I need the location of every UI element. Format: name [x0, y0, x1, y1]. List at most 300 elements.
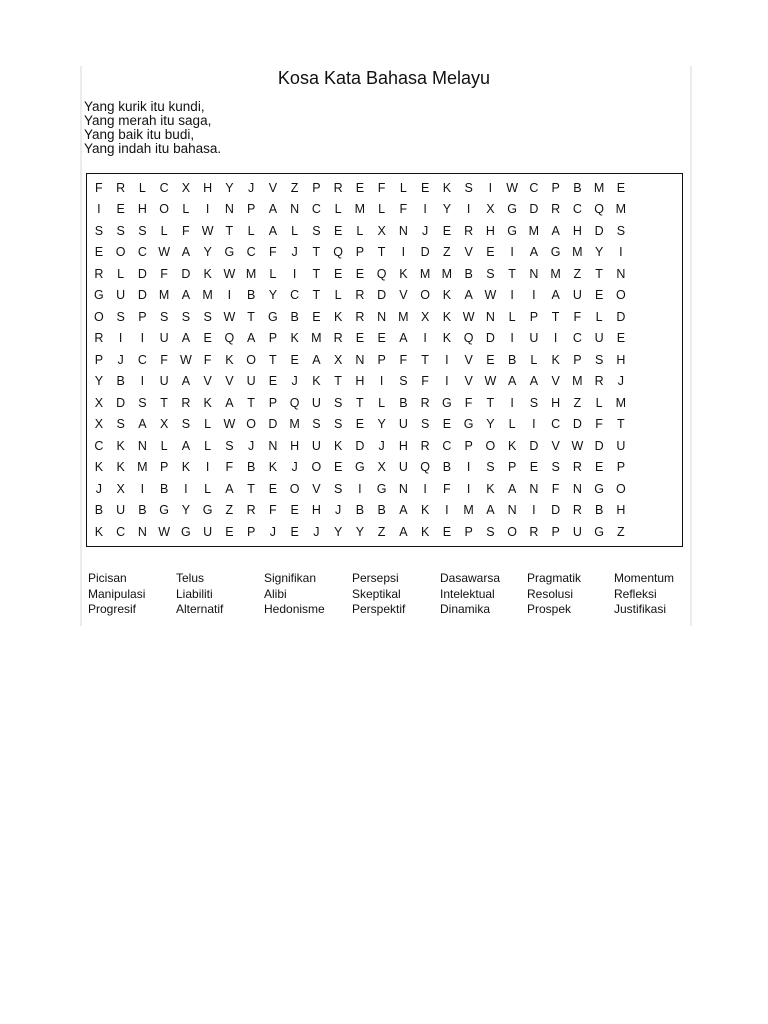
grid-letter: H: [398, 438, 408, 453]
grid-letter: K: [203, 266, 212, 281]
grid-letter: L: [334, 288, 342, 302]
grid-letter: K: [181, 460, 191, 474]
grid-letter: E: [355, 180, 365, 195]
grid-letter: L: [595, 395, 603, 410]
grid-letter: J: [117, 352, 124, 367]
grid-letter: I: [292, 266, 297, 281]
grid-letter: E: [116, 202, 125, 216]
grid-letter: E: [355, 331, 365, 345]
grid-letter: Y: [94, 374, 104, 388]
grid-letter: B: [355, 503, 365, 517]
grid-letter: A: [486, 503, 495, 517]
grid-letter: N: [616, 266, 626, 281]
grid-letter: I: [401, 245, 406, 259]
grid-letter: N: [529, 481, 539, 496]
grid-letter: C: [551, 417, 561, 431]
grid-letter: U: [529, 331, 539, 345]
grid-letter: I: [445, 374, 449, 388]
grid-letter: K: [486, 481, 495, 496]
grid-letter: F: [160, 266, 168, 281]
grid-letter: F: [377, 180, 386, 195]
grid-letter: M: [463, 503, 474, 517]
grid-letter: K: [333, 438, 343, 453]
grid-letter: I: [97, 202, 101, 216]
word-list-item: Justifikasi: [614, 602, 667, 616]
grid-letter: S: [312, 223, 321, 238]
grid-letter: S: [181, 417, 191, 431]
grid-letter: A: [551, 223, 560, 238]
grid-letter: W: [158, 245, 171, 259]
grid-letter: T: [377, 245, 386, 259]
grid-letter: K: [420, 503, 430, 517]
grid-letter: V: [312, 481, 321, 496]
grid-letter: W: [484, 288, 497, 302]
grid-letter: L: [204, 438, 212, 453]
grid-letter: E: [377, 331, 386, 345]
grid-letter: F: [182, 223, 190, 238]
grid-letter: J: [291, 374, 298, 388]
grid-letter: J: [378, 438, 385, 453]
word-list-column: [352, 571, 405, 618]
grid-letter: U: [116, 503, 126, 517]
grid-row: [88, 350, 632, 370]
grid-letter: Z: [290, 180, 299, 195]
grid-letter: Z: [617, 524, 625, 539]
grid-row: [88, 307, 632, 327]
poem-line: Yang kurik itu kundi,: [84, 99, 205, 114]
grid-letter: K: [268, 460, 278, 474]
grid-letter: A: [529, 245, 539, 259]
grid-letter: U: [616, 438, 626, 453]
grid-letter: G: [463, 417, 474, 431]
grid-letter: L: [269, 266, 277, 281]
grid-letter: T: [334, 374, 342, 388]
grid-letter: T: [508, 266, 516, 281]
grid-letter: I: [466, 202, 471, 216]
grid-letter: U: [572, 288, 582, 302]
grid-letter: M: [550, 266, 561, 281]
grid-letter: U: [594, 331, 604, 345]
grid-letter: L: [291, 223, 299, 238]
grid-letter: O: [246, 352, 256, 367]
poem-line: Yang merah itu saga,: [84, 113, 212, 128]
grid-letter: B: [94, 503, 104, 517]
grid-letter: Y: [225, 180, 234, 195]
grid-letter: D: [572, 417, 582, 431]
grid-letter: S: [616, 223, 626, 238]
grid-letter: L: [378, 395, 386, 410]
grid-row: [88, 414, 632, 434]
grid-letter: X: [181, 180, 191, 195]
grid-letter: F: [269, 503, 277, 517]
grid-letter: L: [138, 180, 146, 195]
word-list-item: Dasawarsa: [440, 571, 501, 585]
grid-letter: J: [313, 524, 320, 539]
grid-letter: K: [442, 331, 452, 345]
grid-letter: R: [333, 331, 343, 345]
grid-letter: P: [507, 460, 517, 474]
grid-letter: N: [224, 202, 234, 216]
grid-letter: E: [442, 417, 452, 431]
grid-letter: F: [399, 352, 408, 367]
grid-letter: O: [246, 417, 256, 431]
grid-letter: P: [377, 352, 386, 367]
grid-letter: E: [442, 524, 452, 539]
grid-letter: D: [181, 266, 191, 281]
word-list-item: Resolusi: [527, 586, 574, 601]
grid-letter: L: [334, 202, 342, 216]
grid-letter: V: [268, 180, 278, 195]
grid-letter: N: [507, 503, 517, 517]
grid-row: [88, 393, 632, 413]
grid-letter: S: [159, 309, 169, 324]
grid-letter: S: [94, 223, 104, 238]
grid-letter: W: [158, 524, 171, 539]
grid-letter: W: [484, 374, 497, 388]
grid-letter: L: [399, 180, 407, 195]
word-list-item: Liabiliti: [176, 586, 213, 601]
grid-letter: G: [355, 460, 365, 474]
grid-letter: K: [94, 524, 104, 539]
grid-letter: H: [485, 223, 495, 238]
grid-letter: X: [333, 352, 343, 367]
grid-letter: U: [398, 460, 408, 474]
word-list-column: [264, 571, 325, 618]
grid-letter: I: [532, 417, 536, 431]
grid-letter: B: [399, 395, 408, 410]
grid-row: [88, 328, 632, 348]
grid-letter: X: [159, 417, 169, 431]
word-list-item: Intelektual: [440, 586, 495, 601]
word-list-column: [176, 571, 223, 618]
grid-letter: V: [551, 374, 560, 388]
grid-letter: A: [507, 374, 517, 388]
grid-letter: C: [529, 180, 539, 195]
grid-letter: H: [616, 352, 626, 367]
grid-letter: A: [246, 331, 256, 345]
grid-letter: I: [227, 288, 232, 302]
poem-line: Yang indah itu bahasa.: [84, 141, 222, 156]
grid-letter: V: [225, 374, 234, 388]
grid-letter: T: [225, 223, 234, 238]
grid-letter: F: [443, 481, 451, 496]
grid-letter: I: [510, 331, 514, 345]
grid-letter: D: [377, 288, 387, 302]
grid-letter: A: [181, 331, 191, 345]
grid-letter: B: [507, 352, 517, 367]
grid-letter: O: [289, 481, 300, 496]
grid-letter: Y: [486, 417, 495, 431]
grid-letter: G: [159, 503, 169, 517]
grid-letter: I: [140, 331, 145, 345]
grid-letter: I: [510, 245, 514, 259]
grid-letter: K: [442, 180, 452, 195]
grid-letter: T: [312, 288, 321, 302]
grid-letter: S: [529, 395, 539, 410]
grid-letter: T: [160, 395, 168, 410]
grid-letter: L: [508, 417, 516, 431]
worksheet: [80, 66, 692, 626]
grid-letter: M: [572, 374, 583, 388]
grid-letter: K: [333, 309, 343, 324]
word-list-item: Hedonisme: [264, 602, 325, 616]
grid-letter: I: [445, 503, 449, 517]
grid-letter: S: [333, 417, 343, 431]
word-list-column: [614, 571, 674, 618]
grid-letter: M: [158, 288, 170, 302]
grid-letter: H: [572, 223, 582, 238]
grid-letter: E: [420, 180, 430, 195]
grid-letter: M: [245, 266, 257, 281]
grid-letter: P: [529, 309, 539, 324]
grid-letter: J: [95, 481, 102, 496]
grid-letter: G: [376, 481, 387, 496]
grid-letter: R: [94, 331, 104, 345]
grid-row: [88, 436, 632, 456]
word-list-column: [440, 571, 500, 618]
grid-letter: W: [506, 180, 519, 195]
grid-letter: N: [398, 481, 408, 496]
grid-letter: L: [117, 266, 125, 281]
grid-letter: T: [247, 481, 255, 496]
grid-letter: Y: [442, 202, 452, 216]
grid-letter: E: [290, 503, 299, 517]
grid-letter: D: [551, 503, 561, 517]
grid-letter: E: [355, 417, 365, 431]
grid-letter: F: [95, 180, 103, 195]
grid-letter: T: [247, 395, 255, 410]
grid-letter: V: [464, 245, 473, 259]
grid-letter: L: [204, 481, 212, 496]
grid-letter: S: [312, 417, 321, 431]
grid-letter: I: [184, 481, 188, 496]
grid-letter: H: [203, 180, 213, 195]
grid-letter: R: [116, 180, 126, 195]
grid-letter: O: [115, 245, 126, 259]
grid-letter: M: [572, 245, 583, 259]
grid-letter: M: [441, 266, 453, 281]
grid-letter: D: [137, 288, 147, 302]
grid-letter: K: [442, 288, 452, 302]
grid-letter: C: [572, 202, 582, 216]
grid-letter: B: [116, 374, 125, 388]
grid-letter: W: [223, 266, 236, 281]
grid-letter: Z: [377, 524, 386, 539]
grid-letter: B: [442, 460, 452, 474]
grid-letter: P: [551, 180, 560, 195]
grid-letter: G: [224, 245, 235, 259]
grid-letter: D: [268, 417, 278, 431]
grid-letter: A: [399, 503, 408, 517]
grid-letter: N: [485, 309, 495, 324]
grid-letter: M: [615, 395, 627, 410]
grid-letter: E: [486, 245, 495, 259]
grid-letter: H: [311, 503, 321, 517]
grid-letter: N: [268, 438, 278, 453]
grid-letter: K: [94, 460, 104, 474]
grid-letter: H: [355, 374, 365, 388]
grid-letter: I: [510, 395, 514, 410]
grid-letter: E: [225, 524, 234, 539]
grid-letter: I: [466, 481, 471, 496]
grid-letter: O: [311, 460, 322, 474]
grid-letter: S: [464, 180, 473, 195]
grid-letter: E: [290, 352, 299, 367]
grid-letter: S: [138, 223, 147, 238]
grid-letter: F: [573, 309, 582, 324]
grid-letter: F: [399, 202, 408, 216]
grid-letter: X: [94, 417, 104, 431]
grid-letter: P: [464, 524, 473, 539]
grid-letter: T: [312, 266, 321, 281]
grid-letter: T: [486, 395, 495, 410]
grid-letter: E: [594, 460, 604, 474]
grid-letter: R: [420, 438, 430, 453]
grid-letter: I: [140, 374, 145, 388]
grid-letter: U: [159, 374, 169, 388]
poem: [84, 100, 221, 156]
grid-letter: P: [464, 438, 473, 453]
grid-letter: O: [485, 438, 496, 453]
grid-letter: E: [203, 331, 212, 345]
grid-letter: P: [246, 524, 256, 539]
grid-letter: M: [354, 202, 366, 216]
word-list-item: Pragmatik: [527, 571, 582, 585]
grid-letter: A: [181, 245, 191, 259]
grid-letter: H: [551, 395, 561, 410]
grid-letter: D: [594, 438, 604, 453]
grid-letter: O: [616, 288, 626, 302]
grid-letter: E: [312, 309, 321, 324]
grid-letter: E: [486, 352, 495, 367]
grid-letter: I: [619, 245, 623, 259]
grid-letter: V: [464, 352, 473, 367]
grid-letter: P: [616, 460, 626, 474]
grid-row: [88, 457, 632, 477]
poem-line: Yang baik itu budi,: [84, 127, 195, 142]
grid-letter: T: [551, 309, 560, 324]
grid-letter: K: [116, 438, 125, 453]
word-list-item: Refleksi: [614, 586, 657, 601]
grid-letter: B: [159, 481, 169, 496]
grid-letter: K: [420, 524, 430, 539]
grid-letter: R: [420, 395, 430, 410]
grid-letter: R: [333, 180, 343, 195]
grid-letter: O: [94, 309, 104, 324]
grid-letter: X: [94, 395, 104, 410]
grid-letter: R: [355, 288, 365, 302]
grid-letter: F: [160, 352, 168, 367]
grid-letter: W: [179, 352, 192, 367]
grid-letter: S: [486, 266, 495, 281]
grid-letter: I: [488, 180, 493, 195]
grid-letter: O: [159, 202, 169, 216]
grid-letter: F: [203, 352, 212, 367]
grid-letter: I: [140, 481, 145, 496]
grid-letter: L: [378, 202, 386, 216]
grid-letter: O: [420, 288, 430, 302]
grid-letter: S: [116, 309, 125, 324]
grid-letter: E: [594, 288, 604, 302]
grid-letter: D: [616, 309, 626, 324]
grid-letter: T: [269, 352, 277, 367]
grid-letter: D: [594, 223, 604, 238]
grid-letter: L: [160, 438, 168, 453]
grid-letter: D: [137, 266, 147, 281]
grid-letter: A: [399, 331, 408, 345]
grid-letter: B: [290, 309, 299, 324]
grid-letter: K: [507, 438, 517, 453]
grid-letter: C: [137, 352, 147, 367]
word-list-item: Manipulasi: [88, 586, 146, 601]
grid-letter: Y: [333, 524, 343, 539]
grid-letter: I: [423, 481, 427, 496]
grid-letter: Y: [594, 245, 604, 259]
grid-letter: Q: [333, 245, 343, 259]
grid-letter: H: [290, 438, 300, 453]
word-list-item: Alternatif: [176, 602, 224, 616]
grid-letter: P: [159, 460, 169, 474]
word-list-column: [88, 571, 145, 618]
grid-letter: S: [225, 438, 234, 453]
grid-letter: K: [551, 352, 560, 367]
grid-letter: G: [594, 481, 604, 496]
grid-letter: R: [594, 374, 604, 388]
grid-letter: B: [246, 460, 256, 474]
grid-letter: U: [311, 438, 321, 453]
grid-letter: W: [223, 417, 236, 431]
grid-letter: X: [116, 481, 125, 496]
grid-letter: I: [423, 331, 427, 345]
grid-letter: E: [268, 374, 278, 388]
word-list-item: Picisan: [88, 571, 127, 585]
grid-letter: R: [464, 223, 474, 238]
grid-letter: P: [355, 245, 365, 259]
grid-letter: D: [529, 438, 539, 453]
grid-letter: X: [377, 223, 386, 238]
grid-letter: B: [377, 503, 386, 517]
grid-letter: S: [116, 223, 125, 238]
grid-letter: S: [486, 460, 495, 474]
grid-letter: E: [442, 223, 452, 238]
grid-letter: B: [246, 288, 256, 302]
grid-letter: M: [137, 460, 148, 474]
grid-letter: C: [94, 438, 104, 453]
grid-row: [88, 371, 632, 391]
grid-letter: D: [116, 395, 126, 410]
grid-letter: E: [333, 266, 343, 281]
grid-letter: P: [551, 524, 560, 539]
grid-letter: I: [358, 481, 362, 496]
grid-letter: G: [594, 524, 604, 539]
grid-letter: E: [616, 331, 626, 345]
grid-row: [88, 500, 632, 520]
grid-letter: P: [573, 352, 582, 367]
grid-letter: G: [550, 245, 561, 259]
worksheet-title: Kosa Kata Bahasa Melayu: [277, 68, 491, 88]
grid-letter: W: [201, 223, 214, 238]
grid-letter: P: [94, 352, 104, 367]
grid-letter: L: [160, 223, 168, 238]
grid-letter: A: [181, 374, 191, 388]
grid-letter: N: [355, 352, 365, 367]
grid-letter: G: [202, 503, 213, 517]
grid-letter: L: [204, 417, 212, 431]
grid-letter: I: [532, 503, 536, 517]
grid-letter: P: [312, 180, 321, 195]
grid-letter: R: [246, 503, 256, 517]
grid-letter: C: [246, 245, 256, 259]
